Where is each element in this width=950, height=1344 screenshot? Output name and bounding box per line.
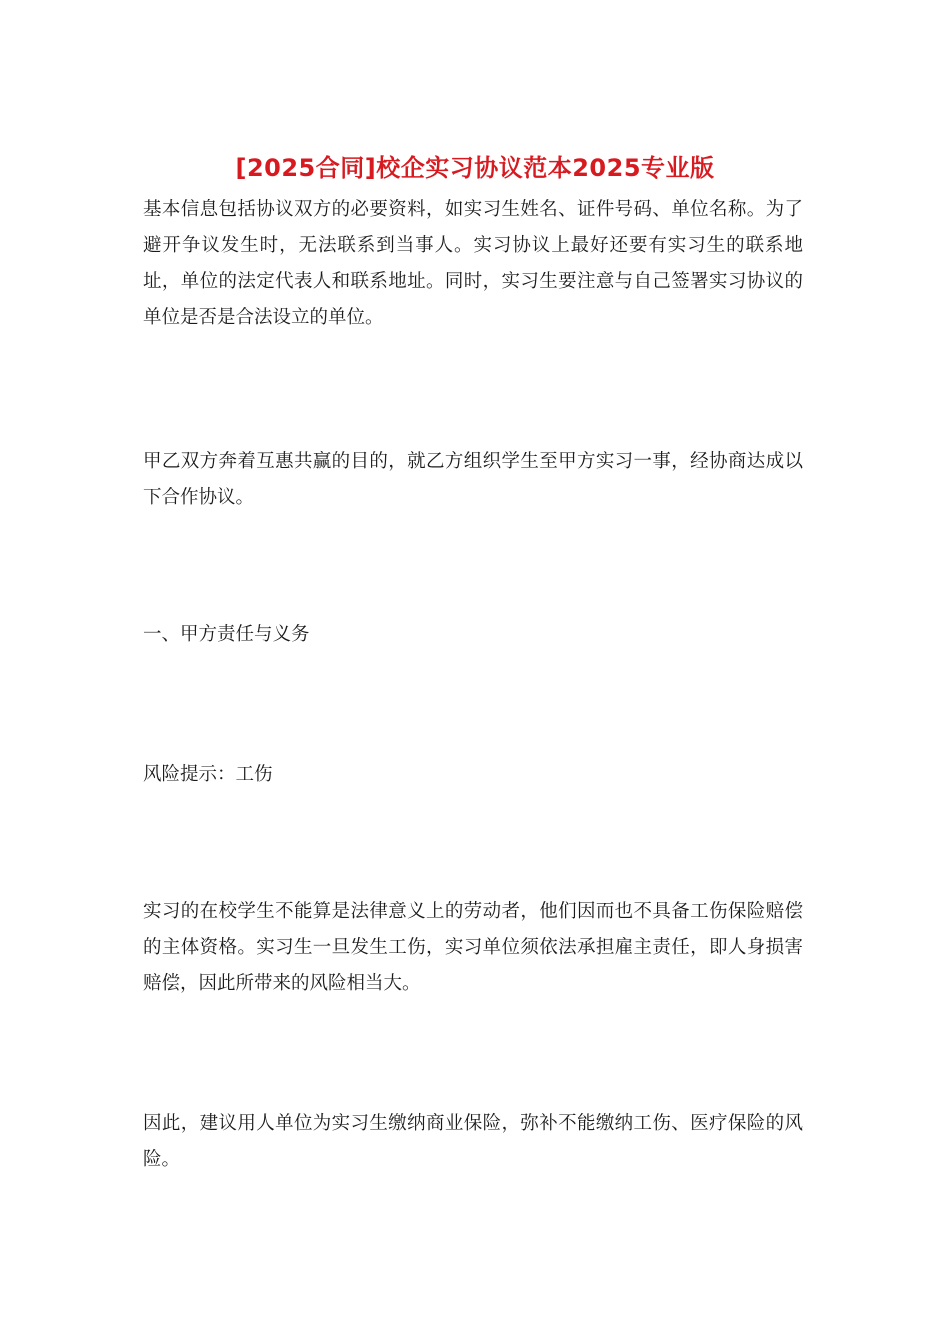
- paragraph-basic-info: 基本信息包括协议双方的必要资料，如实习生姓名、证件号码、单位名称。为了避开争议发生时，无法联系到当事人。实习协议上最好还要有实习生的联系地址，单位的法定代表人和联系地址。同时，实习生要注意与自己签署实习协议的单位是否是合法设立的单位。: [143, 199, 803, 328]
- risk-tip-heading: 风险提示：工伤: [143, 764, 273, 785]
- document-title: [2025合同]校企实习协议范本2025专业版: [235, 154, 715, 182]
- paragraph-insurance-advice: 因此，建议用人单位为实习生缴纳商业保险，弥补不能缴纳工伤、医疗保险的风险。: [143, 1113, 803, 1170]
- section-heading-party-a-duties: 一、甲方责任与义务: [143, 624, 310, 645]
- paragraph-agreement-intro: 甲乙双方奔着互惠共赢的目的，就乙方组织学生至甲方实习一事，经协商达成以下合作协议。: [143, 451, 803, 508]
- paragraph-injury-risk: 实习的在校学生不能算是法律意义上的劳动者，他们因而也不具备工伤保险赔偿的主体资格。实习生一旦发生工伤，实习单位须依法承担雇主责任，即人身损害赔偿，因此所带来的风险相当大。: [143, 901, 803, 994]
